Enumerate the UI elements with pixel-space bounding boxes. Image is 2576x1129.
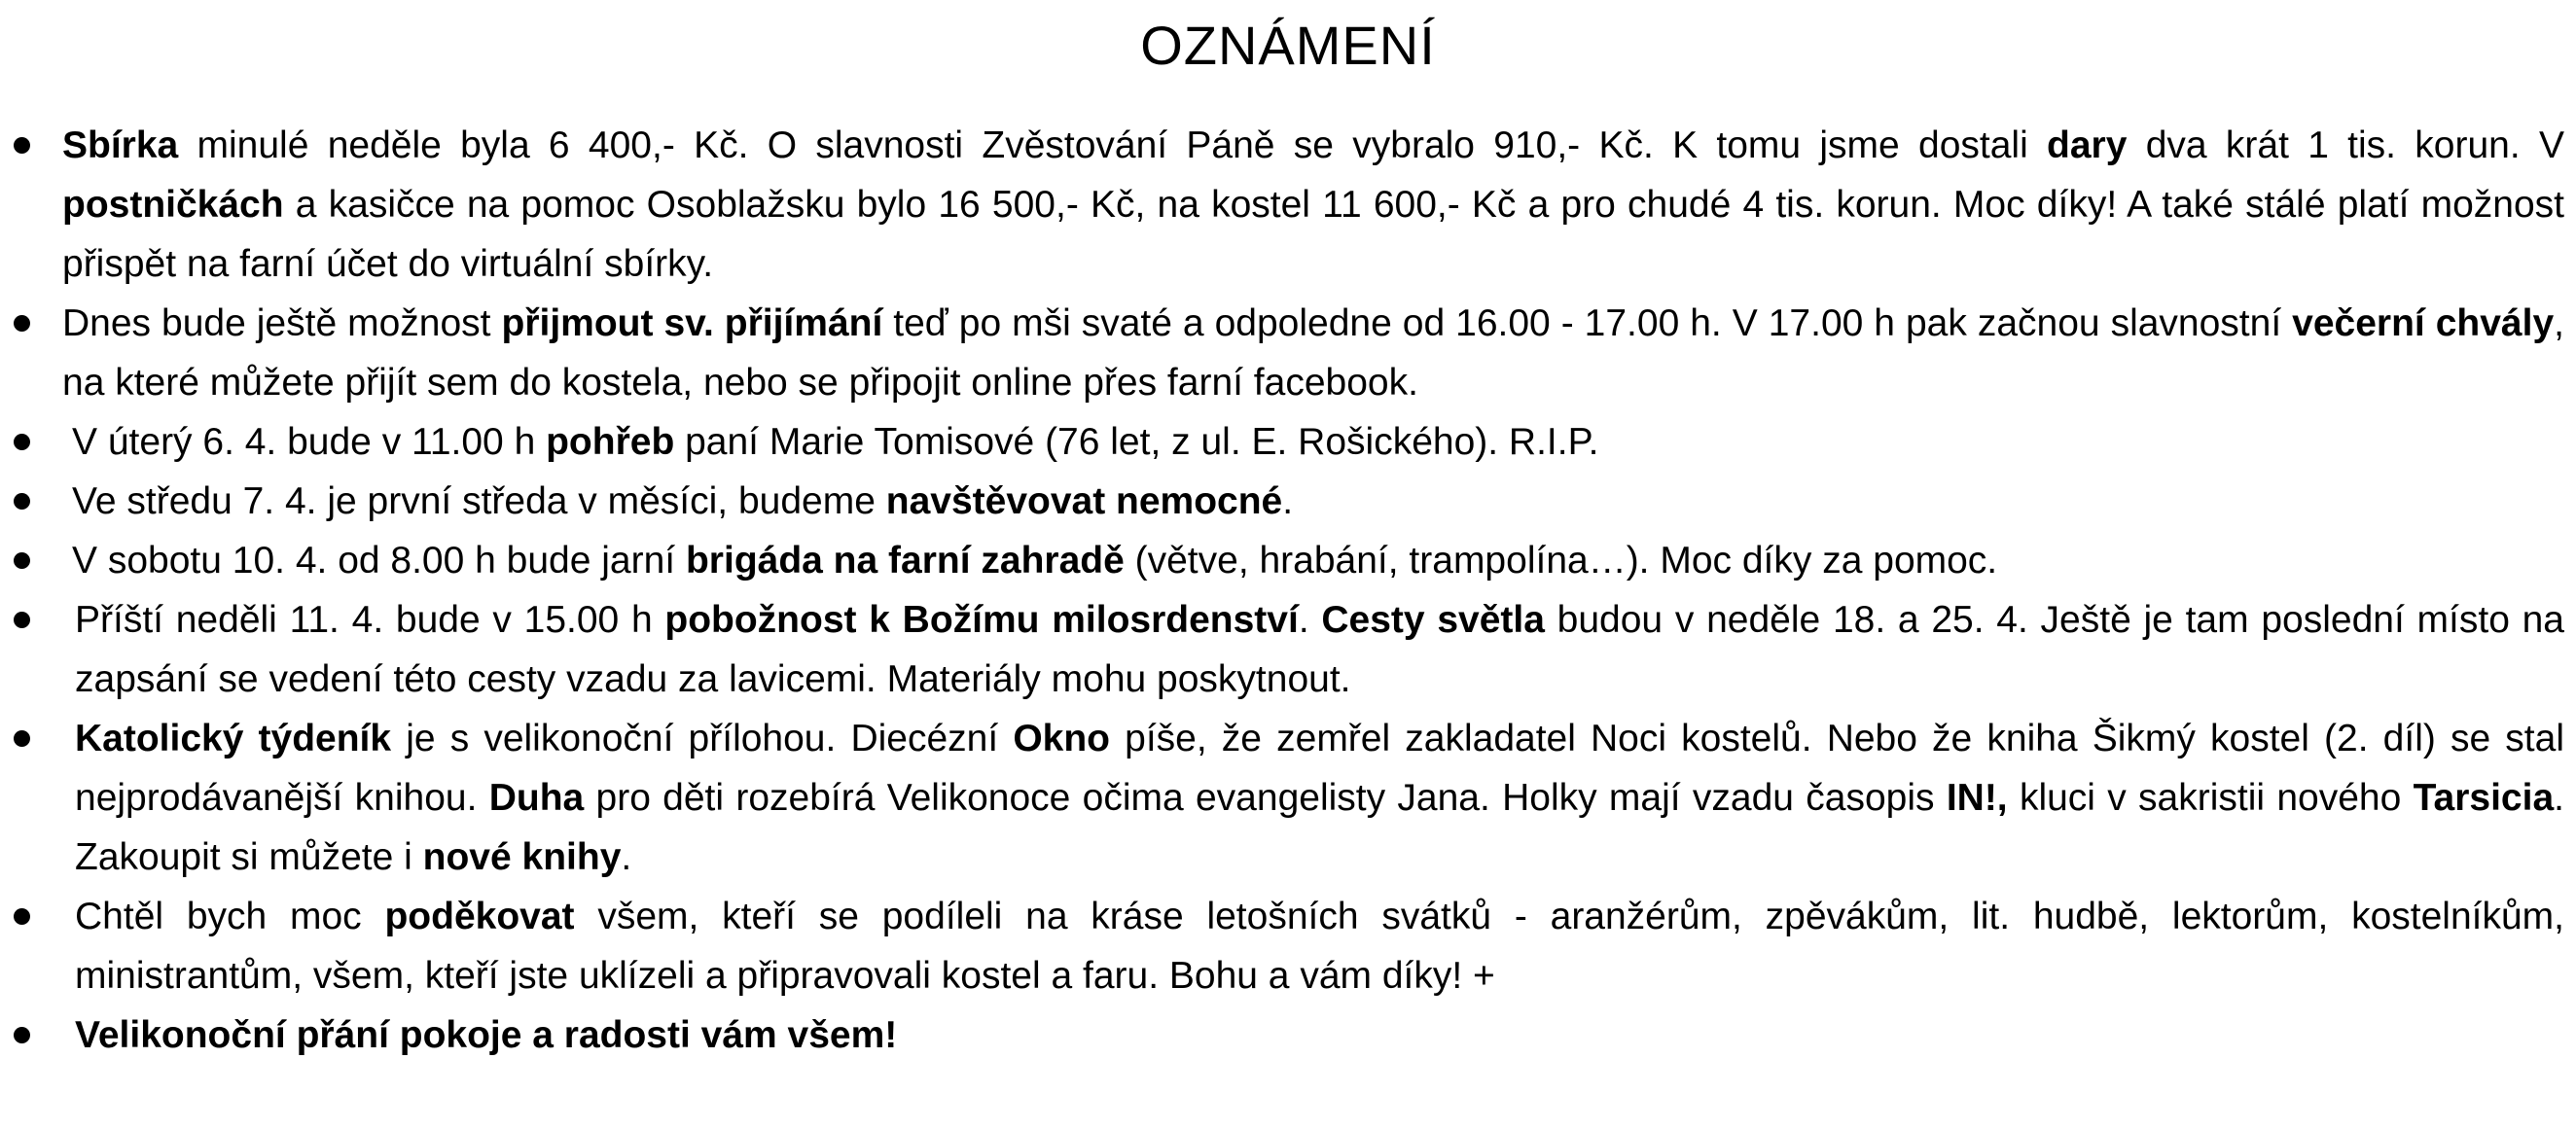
announcement-item [0,590,2576,709]
body-text: pro děti rozebírá Velikonoce očima evangelisty Jana. Holky mají vzadu časopis [584,777,1947,819]
body-text: dva krát 1 tis. korun. V [2127,124,2564,166]
body-text: V úterý 6. 4. bude v 11.00 h [72,421,547,463]
bullet-icon [14,434,30,450]
announcement-item [0,887,2576,1006]
bullet-icon [14,315,30,332]
announcement-item [0,294,2576,412]
body-text: píše, že zemřel zakladatel Noci kostelů. Nebo že kniha Šikmý kostel (2. díl) se stal nejprodávanější knihou. [75,718,2564,819]
emphasis-text: poděkovat [384,896,575,937]
bullet-icon [14,612,30,628]
emphasis-text: IN!, [1946,777,2008,819]
announcement-item [0,412,2576,472]
emphasis-text: pohřeb [546,421,675,463]
announcement-item [0,116,2576,294]
emphasis-text: brigáda na farní zahradě [685,540,1125,582]
body-text: Příští neděli 11. 4. bude v 15.00 h [75,599,665,641]
body-text: teď po mši svaté a odpoledne od 16.00 - 17.00 h. V 17.00 h pak začnou slavnostní [882,302,2293,344]
announcement-item [0,472,2576,531]
body-text: kluci v sakristii nového [2007,777,2414,819]
body-text: . [621,836,632,878]
body-text: minulé neděle byla 6 400,- Kč. O slavnosti Zvěstování Páně se vybralo 910,- Kč. K tomu jsme dostali [178,124,2048,166]
body-text: V sobotu 10. 4. od 8.00 h bude jarní [72,540,686,582]
body-text: . Zakoupit si můžete i [75,777,2564,878]
announcement-item [0,1006,2576,1065]
announcement-list [0,116,2576,1065]
emphasis-text: Cesty světla [1321,599,1545,641]
emphasis-text: pobožnost k Božímu milosrdenství [664,599,1299,641]
announcement-item [0,709,2576,887]
bullet-icon [14,552,30,569]
emphasis-text: Duha [488,777,585,819]
emphasis-text: navštěvovat nemocné [885,480,1283,522]
body-text: je s velikonoční přílohou. Diecézní [391,718,1014,759]
body-text: všem, kteří se podíleli na kráse letošních svátků - aranžérům, zpěvákům, lit. hudbě, lektorům, kostelníkům, ministrantům, všem, kteří jste uklízeli a připravovali kostel a faru. Bohu a vám díky! + [75,896,2564,997]
emphasis-text: dary [2047,124,2128,166]
emphasis-text: Velikonoční přání pokoje a radosti vám všem! [75,1014,898,1056]
body-text: (větve, hrabání, trampolína…). Moc díky za pomoc. [1124,540,1998,582]
bullet-icon [14,493,30,510]
emphasis-text: Tarsicia [2413,777,2555,819]
bullet-icon [14,730,30,747]
bullet-icon [14,137,30,154]
emphasis-text: Katolický týdeník [75,718,392,759]
emphasis-text: postničkách [62,184,284,226]
emphasis-text: Okno [1013,718,1110,759]
body-text: , na které můžete přijít sem do kostela, nebo se připojit online přes farní facebook. [62,302,2564,404]
emphasis-text: nové knihy [422,836,622,878]
page-title: OZNÁMENÍ [1140,15,1436,76]
body-text: budou v neděle 18. a 25. 4. Ještě je tam poslední místo na zapsání se vedení této cesty vzadu za lavicemi. Materiály mohu poskytnout. [75,599,2564,700]
body-text: . [1298,599,1322,641]
bullet-icon [14,1027,30,1043]
emphasis-text: přijmout sv. přijímání [501,302,883,344]
body-text: a kasičce na pomoc Osoblažsku bylo 16 500,- Kč, na kostel 11 600,- Kč a pro chudé 4 tis. korun. Moc díky! A také stálé platí možnost přispět na farní účet do virtuální sbírky. [62,184,2564,285]
body-text: Chtěl bych moc [75,896,385,937]
body-text: Ve středu 7. 4. je první středa v měsíci, budeme [72,480,886,522]
announcement-item [0,531,2576,590]
emphasis-text: Sbírka [62,124,179,166]
body-text: Dnes bude ještě možnost [62,302,502,344]
body-text: paní Marie Tomisové (76 let, z ul. E. Rošického). R.I.P. [674,421,1599,463]
emphasis-text: večerní chvály [2292,302,2555,344]
body-text: . [1282,480,1294,522]
bullet-icon [14,908,30,925]
